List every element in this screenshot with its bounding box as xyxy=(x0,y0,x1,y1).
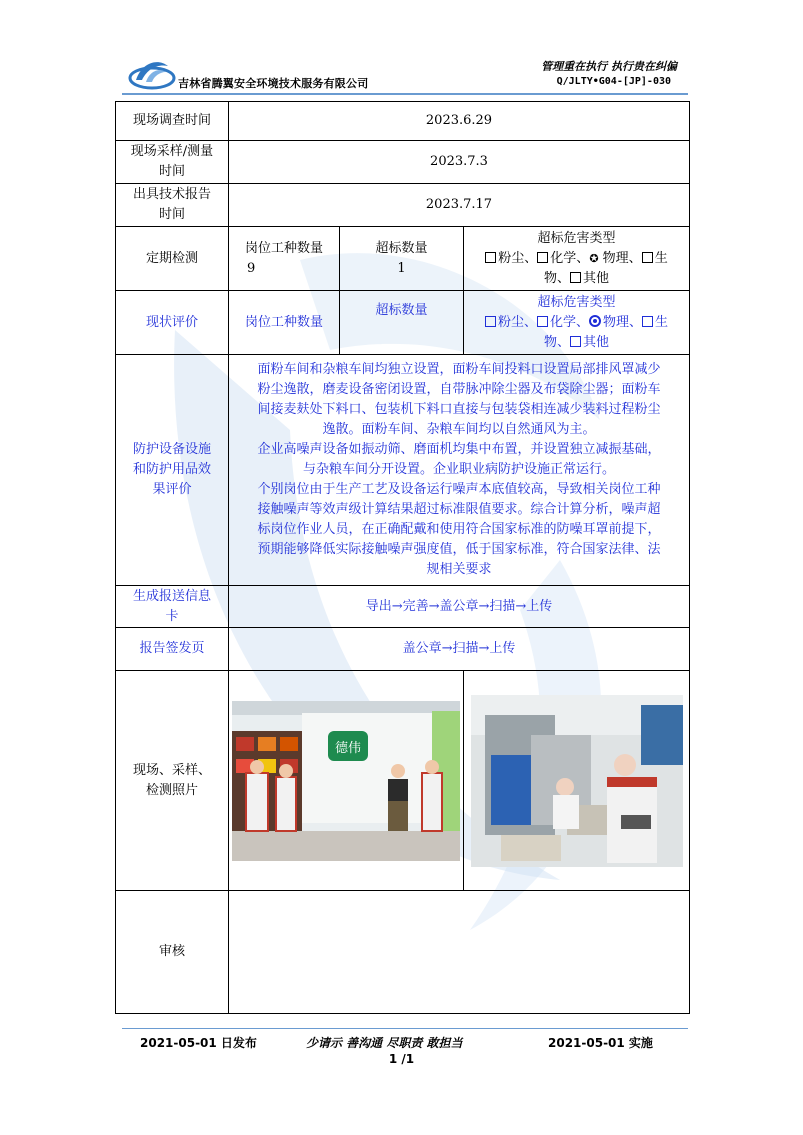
status-eval-label: 现状评价 xyxy=(116,291,229,355)
row-protection-eval xyxy=(116,355,690,586)
document-number: Q/JLTY•G04-[JP]-030 xyxy=(556,76,671,87)
photo-sign-text: 德伟 xyxy=(334,740,362,756)
periodic-hazard-title: 超标危害类型 xyxy=(537,230,616,246)
row-info-card xyxy=(116,586,690,628)
footer-implement-date: 2021-05-01 实施 xyxy=(548,1036,653,1050)
footer-publish-date: 2021-05-01 日发布 xyxy=(140,1036,257,1050)
status-hazard-title: 超标危害类型 xyxy=(537,294,616,310)
report-time-value: 2023.7.17 xyxy=(229,184,690,227)
header-divider xyxy=(122,93,688,95)
status-hazard-cell: 超标危害类型 粉尘、 化学、 物理、 生 物、 其他 xyxy=(464,291,690,355)
row-sampling-time xyxy=(116,141,690,184)
row-review xyxy=(116,891,690,1014)
footer-motto: 少请示 善沟通 尽职责 敢担当 xyxy=(306,1036,463,1050)
checkbox-physical-icon[interactable]: ✪ xyxy=(589,251,599,265)
photo-workshop-image xyxy=(471,695,683,867)
photo-cell-right xyxy=(464,671,690,891)
periodic-over-cell xyxy=(340,227,464,291)
periodic-hazard-cell: 超标危害类型 粉尘、 化学、✪ 物理、 生 物、 其他 xyxy=(464,227,690,291)
status-checkbox-dust[interactable] xyxy=(485,316,496,327)
row-periodic-test xyxy=(116,227,690,291)
signoff-label: 报告签发页 xyxy=(116,628,229,671)
row-status-eval xyxy=(116,291,690,355)
status-over-label: 超标数量 xyxy=(340,291,464,355)
status-checkbox-biological[interactable] xyxy=(642,316,653,327)
sampling-time-label: 现场采样/测量 时间 xyxy=(116,141,229,184)
periodic-posts-label: 岗位工种数量 xyxy=(244,240,323,256)
checkbox-other[interactable] xyxy=(570,272,581,283)
report-form-table xyxy=(115,101,690,1014)
company-logo-icon xyxy=(128,56,176,90)
info-card-label: 生成报送信息 卡 xyxy=(116,586,229,628)
status-checkbox-chemical[interactable] xyxy=(537,316,548,327)
checkbox-biological[interactable] xyxy=(642,252,653,263)
periodic-test-label: 定期检测 xyxy=(116,227,229,291)
periodic-over-label: 超标数量 xyxy=(375,240,428,256)
row-survey-time xyxy=(116,102,690,141)
header-slogan: 管理重在执行 执行贵在纠偏 xyxy=(541,60,677,73)
survey-time-value: 2023.6.29 xyxy=(229,102,690,141)
photos-label: 现场、采样、 检测照片 xyxy=(116,671,229,891)
page-number: 1 /1 xyxy=(388,1052,415,1066)
footer-divider xyxy=(122,1028,688,1029)
review-label: 审核 xyxy=(116,891,229,1014)
status-posts-label: 岗位工种数量 xyxy=(229,291,340,355)
checkbox-chemical[interactable] xyxy=(537,252,548,263)
protection-eval-text: 面粉车间和杂粮车间均独立设置，面粉车间投料口设置局部排风罩减少 粉尘逸散，磨麦设备密闭设置，自带脉冲除尘器及布袋除尘器；面粉车 间接麦麸处下料口、包装机下料口直接与包装袋相连减少装料过程粉尘 逸散。面粉车间、杂粮车间均以自然通风为主。 企业高噪声设备如振动筛、磨面机均集中布置，并设置独立减振基础， 与杂粮车间分开设置。企业职业病防护设施正常运行。 个别岗位由于生产工艺及设备运行噪声本底值较高，导致相关岗位工种 接触噪声等效声级计算结果超过标准限值要求。综合计算分析，噪声超 标岗位作业人员，在正确配戴和使用符合国家标准的防噪耳罩前提下， 预期能够降低实际接触噪声强度值，低于国家标准，符合国家法律、法 规相关要求 xyxy=(229,355,690,586)
photo-cell-left xyxy=(229,671,464,891)
status-radio-physical-selected[interactable] xyxy=(589,315,601,327)
periodic-over-value: 1 xyxy=(397,260,406,276)
row-report-time xyxy=(116,184,690,227)
photo-office-group-image xyxy=(232,701,460,861)
checkbox-dust[interactable] xyxy=(485,252,496,263)
company-name: 吉林省腾翼安全环境技术服务有限公司 xyxy=(178,77,369,90)
survey-time-label: 现场调查时间 xyxy=(116,102,229,141)
info-card-steps: 导出→完善→盖公章→扫描→上传 xyxy=(229,586,690,628)
periodic-posts-value: 9 xyxy=(247,260,256,276)
review-signature-area[interactable] xyxy=(229,891,690,1014)
photo-workshop xyxy=(471,695,683,867)
row-photos xyxy=(116,671,690,891)
photo-office-group xyxy=(232,701,460,861)
periodic-posts-cell xyxy=(229,227,340,291)
signoff-steps: 盖公章→扫描→上传 xyxy=(229,628,690,671)
protection-eval-label: 防护设备设施 和防护用品效 果评价 xyxy=(116,355,229,586)
report-time-label: 出具技术报告 时间 xyxy=(116,184,229,227)
sampling-time-value: 2023.7.3 xyxy=(229,141,690,184)
row-signoff xyxy=(116,628,690,671)
status-checkbox-other[interactable] xyxy=(570,336,581,347)
